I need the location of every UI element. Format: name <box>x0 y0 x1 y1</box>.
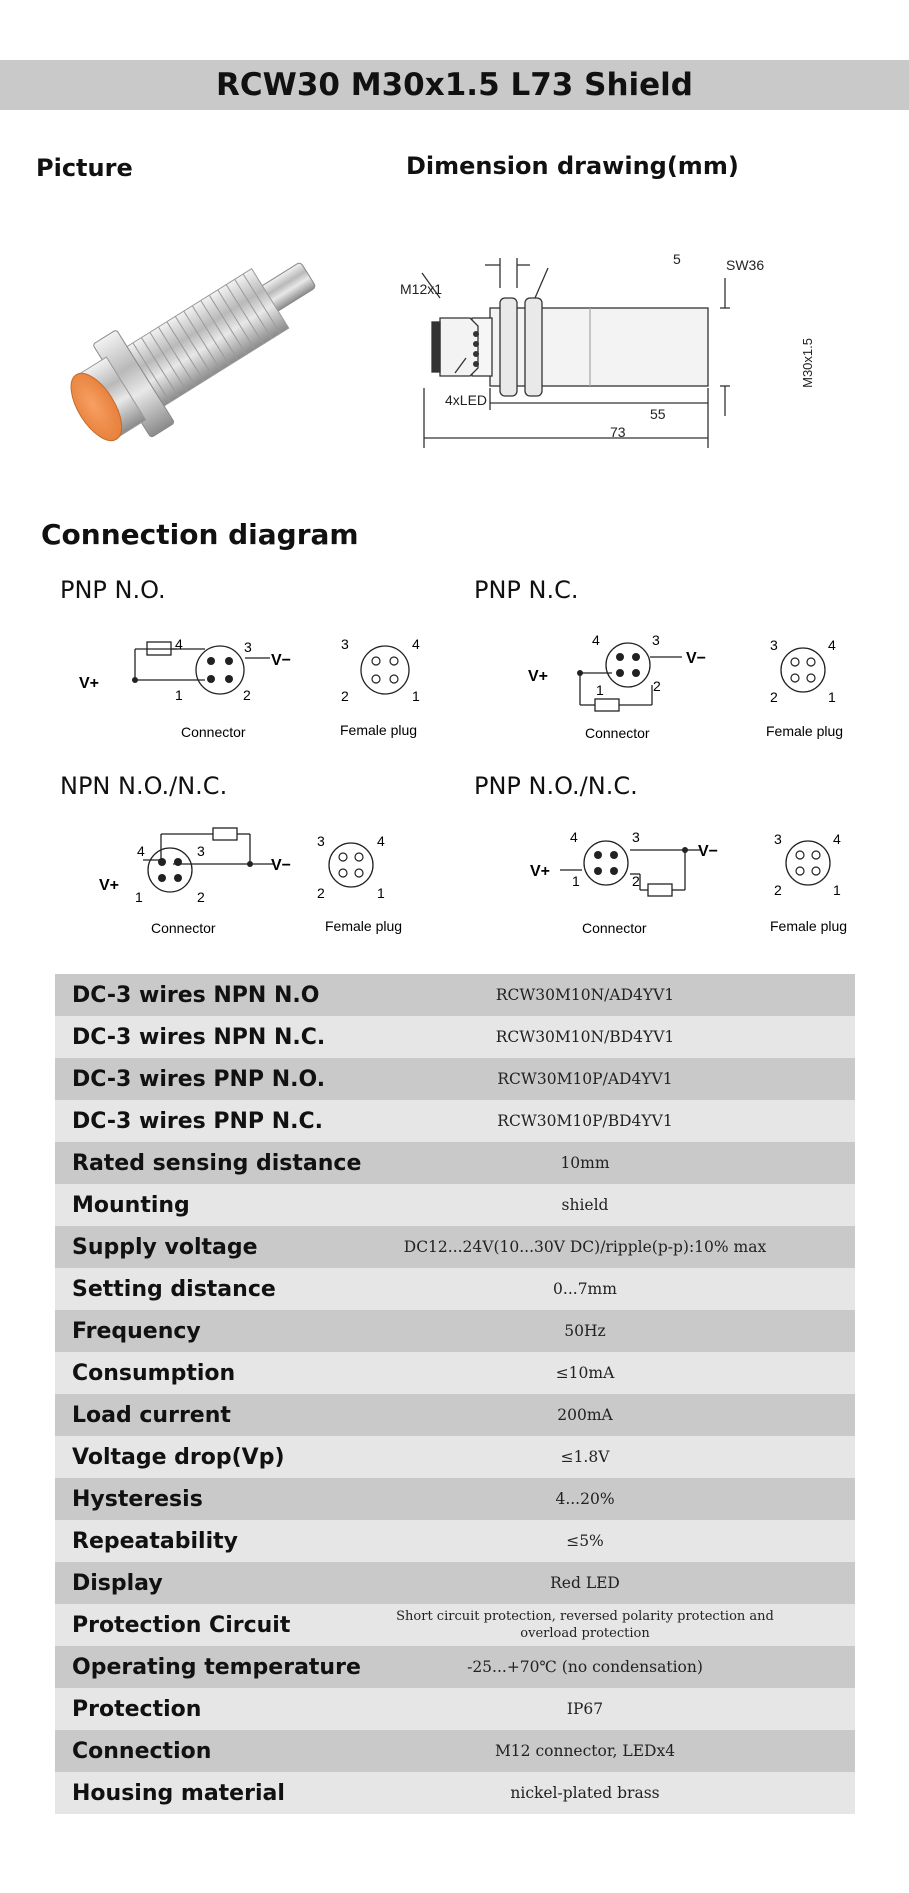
product-picture <box>55 225 345 470</box>
spec-label: Frequency <box>55 1310 375 1352</box>
svg-text:1: 1 <box>412 688 420 704</box>
spec-row <box>55 1058 855 1100</box>
spec-value: RCW30M10N/BD4YV1 <box>375 1016 855 1058</box>
diagram-2-connector-label: Connector <box>585 725 650 741</box>
page-title: RCW30 M30x1.5 L73 Shield <box>216 67 693 103</box>
svg-text:2: 2 <box>243 687 251 703</box>
dim-wrench-label: SW36 <box>726 257 765 273</box>
svg-text:V+: V+ <box>79 675 100 692</box>
spec-row <box>55 1184 855 1226</box>
spec-value: IP67 <box>375 1688 855 1730</box>
spec-label: Protection <box>55 1688 375 1730</box>
spec-row <box>55 1688 855 1730</box>
spec-row <box>55 1436 855 1478</box>
diagram-3-title: NPN N.O./N.C. <box>60 772 228 800</box>
spec-value: ≤5% <box>375 1520 855 1562</box>
dimension-drawing <box>400 238 830 453</box>
svg-text:3: 3 <box>317 833 325 849</box>
dim-length-total-label: 73 <box>610 424 626 440</box>
spec-label: Load current <box>55 1394 375 1436</box>
spec-label: Supply voltage <box>55 1226 375 1268</box>
spec-label: DC-3 wires PNP N.C. <box>55 1100 375 1142</box>
svg-text:3: 3 <box>774 831 782 847</box>
svg-text:1: 1 <box>135 889 143 905</box>
diagram-1-connector-label: Connector <box>181 724 246 740</box>
spec-value: nickel-plated brass <box>375 1772 855 1814</box>
spec-value: RCW30M10P/AD4YV1 <box>375 1058 855 1100</box>
spec-value: ≤10mA <box>375 1352 855 1394</box>
spec-label: Operating temperature <box>55 1646 375 1688</box>
diagram-pnp-nc <box>530 625 860 745</box>
spec-value: 50Hz <box>375 1310 855 1352</box>
svg-text:2: 2 <box>770 689 778 705</box>
svg-text:2: 2 <box>653 678 661 694</box>
svg-text:3: 3 <box>197 843 205 859</box>
spec-label: Voltage drop(Vp) <box>55 1436 375 1478</box>
svg-text:2: 2 <box>317 885 325 901</box>
diagram-2-plug-label: Female plug <box>766 723 844 739</box>
svg-text:V−: V− <box>271 652 292 669</box>
spec-label: Protection Circuit <box>55 1604 375 1646</box>
svg-text:4: 4 <box>828 637 836 653</box>
diagram-npn-no-nc <box>95 818 445 943</box>
spec-label: DC-3 wires NPN N.C. <box>55 1016 375 1058</box>
dim-diameter-label: M30x1.5 <box>800 338 815 388</box>
spec-value: 10mm <box>375 1142 855 1184</box>
svg-text:2: 2 <box>341 688 349 704</box>
diagram-2-title: PNP N.C. <box>474 576 579 604</box>
spec-row <box>55 1772 855 1814</box>
svg-text:1: 1 <box>175 687 183 703</box>
dim-width-label: 5 <box>673 251 681 267</box>
spec-row <box>55 1352 855 1394</box>
spec-row <box>55 1268 855 1310</box>
diagram-1-plug-label: Female plug <box>340 722 418 738</box>
spec-label: Rated sensing distance <box>55 1142 375 1184</box>
svg-text:1: 1 <box>377 885 385 901</box>
spec-value: 0...7mm <box>375 1268 855 1310</box>
spec-row <box>55 1730 855 1772</box>
svg-text:3: 3 <box>244 639 252 655</box>
spec-row <box>55 1478 855 1520</box>
spec-table <box>55 974 855 1814</box>
svg-text:4: 4 <box>175 636 183 652</box>
svg-text:V−: V− <box>271 857 292 874</box>
picture-heading: Picture <box>36 154 133 182</box>
spec-row <box>55 1142 855 1184</box>
svg-text:V−: V− <box>698 843 719 860</box>
svg-text:2: 2 <box>632 873 640 889</box>
spec-row <box>55 974 855 1016</box>
spec-value: ≤1.8V <box>375 1436 855 1478</box>
diagram-pnp-no <box>75 625 435 745</box>
spec-row <box>55 1310 855 1352</box>
spec-row <box>55 1226 855 1268</box>
spec-label: Repeatability <box>55 1520 375 1562</box>
svg-text:3: 3 <box>632 829 640 845</box>
spec-row <box>55 1562 855 1604</box>
spec-value: 200mA <box>375 1394 855 1436</box>
svg-text:V+: V+ <box>99 877 120 894</box>
spec-row <box>55 1646 855 1688</box>
diagram-4-plug-label: Female plug <box>770 918 848 934</box>
svg-text:4: 4 <box>592 632 600 648</box>
spec-value: M12 connector, LEDx4 <box>375 1730 855 1772</box>
spec-value: -25...+70℃ (no condensation) <box>375 1646 855 1688</box>
svg-text:2: 2 <box>197 889 205 905</box>
diagram-1-title: PNP N.O. <box>60 576 166 604</box>
svg-text:3: 3 <box>770 637 778 653</box>
dim-led-label: 4xLED <box>445 392 488 408</box>
spec-label: Display <box>55 1562 375 1604</box>
spec-label: DC-3 wires PNP N.O. <box>55 1058 375 1100</box>
title-bar <box>0 60 909 110</box>
diagram-4-connector-label: Connector <box>582 920 647 936</box>
svg-text:V+: V+ <box>528 668 549 685</box>
svg-text:4: 4 <box>412 636 420 652</box>
diagram-3-plug-label: Female plug <box>325 918 403 934</box>
svg-text:1: 1 <box>828 689 836 705</box>
spec-row <box>55 1520 855 1562</box>
spec-value: Short circuit protection, reversed polarity protection and overload protection <box>375 1604 855 1646</box>
spec-value: RCW30M10N/AD4YV1 <box>375 974 855 1016</box>
spec-row <box>55 1016 855 1058</box>
dim-length-thread-label: 55 <box>650 406 666 422</box>
spec-label: Hysteresis <box>55 1478 375 1520</box>
svg-text:4: 4 <box>377 833 385 849</box>
svg-text:3: 3 <box>341 636 349 652</box>
dim-thread-label: M12x1 <box>400 281 443 297</box>
svg-text:3: 3 <box>652 632 660 648</box>
svg-text:4: 4 <box>137 843 145 859</box>
svg-text:V−: V− <box>686 650 707 667</box>
diagram-pnp-no-nc <box>530 818 870 943</box>
svg-text:1: 1 <box>596 682 604 698</box>
svg-text:1: 1 <box>833 882 841 898</box>
dimension-heading: Dimension drawing(mm) <box>406 152 739 180</box>
spec-value: shield <box>375 1184 855 1226</box>
spec-value: Red LED <box>375 1562 855 1604</box>
spec-label: Connection <box>55 1730 375 1772</box>
svg-text:V+: V+ <box>530 863 551 880</box>
connection-heading: Connection diagram <box>41 518 359 551</box>
svg-text:4: 4 <box>833 831 841 847</box>
diagram-3-connector-label: Connector <box>151 920 216 936</box>
spec-label: Housing material <box>55 1772 375 1814</box>
spec-row <box>55 1394 855 1436</box>
spec-value: RCW30M10P/BD4YV1 <box>375 1100 855 1142</box>
spec-value: 4...20% <box>375 1478 855 1520</box>
spec-label: Consumption <box>55 1352 375 1394</box>
spec-label: DC-3 wires NPN N.O <box>55 974 375 1016</box>
svg-text:1: 1 <box>572 873 580 889</box>
spec-row <box>55 1604 855 1646</box>
svg-text:2: 2 <box>774 882 782 898</box>
spec-label: Setting distance <box>55 1268 375 1310</box>
spec-label: Mounting <box>55 1184 375 1226</box>
spec-row <box>55 1100 855 1142</box>
diagram-4-title: PNP N.O./N.C. <box>474 772 638 800</box>
spec-value: DC12...24V(10...30V DC)/ripple(p-p):10% max <box>375 1226 855 1268</box>
svg-text:4: 4 <box>570 829 578 845</box>
